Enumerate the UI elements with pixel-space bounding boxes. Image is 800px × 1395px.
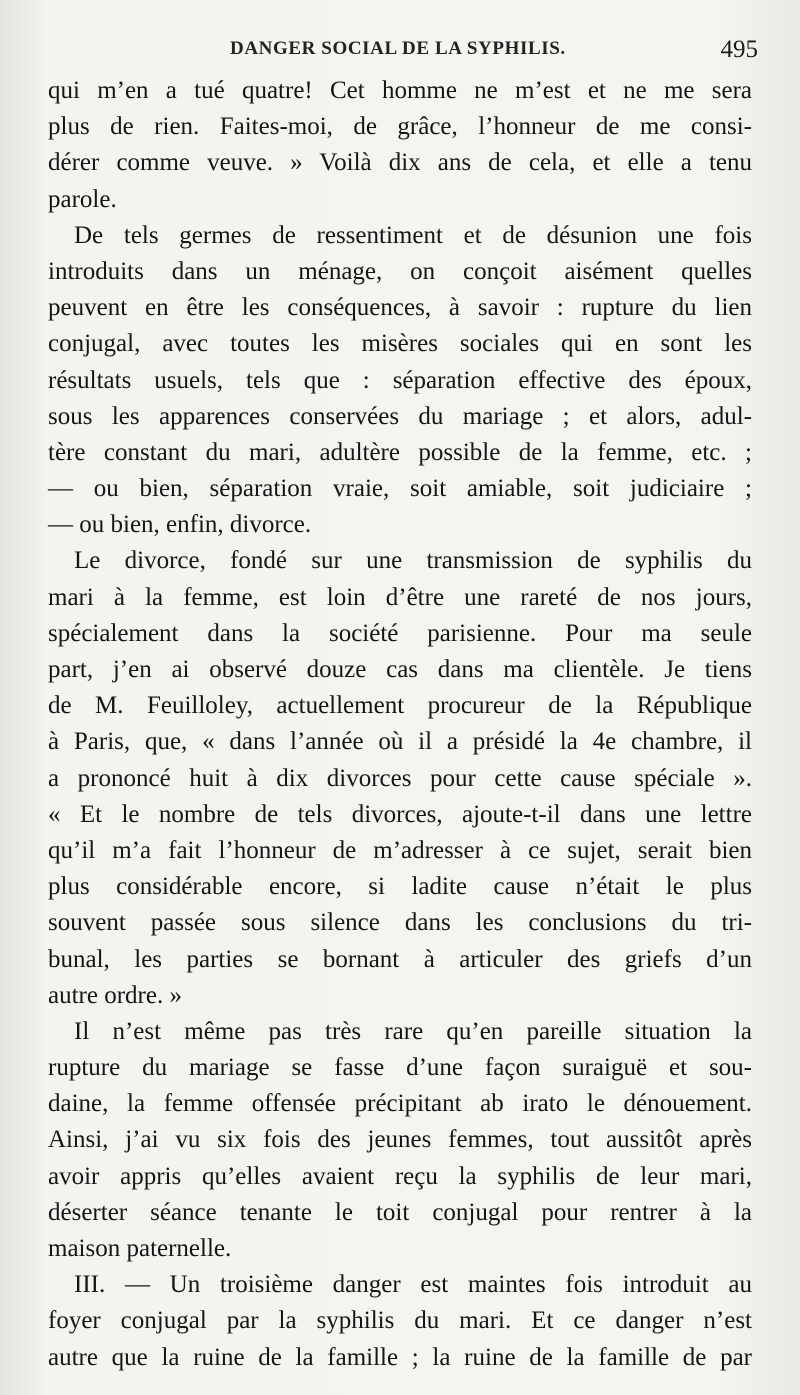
text-line: conjugal, avec toutes les misères sociales qui en sont les	[48, 330, 752, 358]
text-line: III. — Un troisième danger est maintes fois introduit au	[74, 1271, 752, 1299]
page-number: 495	[720, 36, 758, 63]
text-line: avoir appris qu’elles avaient reçu la syphilis de leur mari,	[48, 1162, 752, 1190]
text-line: rupture du mariage se fasse d’une façon suraiguë et sou-	[48, 1054, 752, 1082]
text-line: à Paris, que, « dans l’année où il a présidé la 4e chambre, il	[48, 728, 752, 756]
text-line: de M. Feuilloley, actuellement procureur de la République	[48, 692, 752, 720]
text-line: — ou bien, enfin, divorce.	[48, 511, 312, 539]
text-line: sous les apparences conservées du mariage ; et alors, adul-	[48, 402, 752, 430]
text-line: introduits dans un ménage, on conçoit aisément quelles	[48, 257, 752, 285]
text-line: peuvent en être les conséquences, à savoir : rupture du lien	[48, 294, 752, 322]
text-line: part, j’en ai observé douze cas dans ma clientèle. Je tiens	[48, 656, 752, 683]
running-title: DANGER SOCIAL DE LA SYPHILIS.	[230, 38, 566, 59]
text-line: — ou bien, séparation vraie, soit amiable, soit judiciaire ;	[48, 475, 752, 503]
text-line: qui m’en a tué quatre! Cet homme ne m’est et ne me sera	[48, 77, 752, 104]
text-line: déserter séance tenante le toit conjugal pour rentrer à la	[48, 1198, 752, 1226]
text-line: plus de rien. Faites-moi, de grâce, l’honneur de me consi-	[48, 113, 752, 141]
text-line: souvent passée sous silence dans les conclusions du tri-	[48, 909, 752, 937]
body-text	[48, 73, 752, 1376]
text-line: daine, la femme offensée précipitant ab irato le dénouement.	[48, 1090, 752, 1118]
text-line: spécialement dans la société parisienne. Pour ma seule	[48, 619, 752, 647]
text-line: bunal, les parties se bornant à articuler des griefs d’un	[48, 945, 752, 973]
text-line: parole.	[48, 185, 117, 213]
text-line: maison paternelle.	[48, 1235, 232, 1262]
text-line: qu’il m’a fait l’honneur de m’adresser à ce sujet, serait bien	[48, 836, 752, 864]
text-line: autre ordre. »	[48, 981, 182, 1009]
text-line: plus considérable encore, si ladite cause n’était le plus	[48, 873, 752, 901]
text-line: autre que la ruine de la famille ; la ruine de la famille de par	[48, 1343, 752, 1371]
text-line: tère constant du mari, adultère possible de la femme, etc. ;	[48, 438, 752, 466]
text-line: « Et le nombre de tels divorces, ajoute-t-il dans une lettre	[48, 800, 752, 828]
text-line: Le divorce, fondé sur une transmission de syphilis du	[74, 547, 752, 575]
text-line: a prononcé huit à dix divorces pour cette cause spéciale ».	[48, 764, 752, 792]
text-line: résultats usuels, tels que : séparation effective des époux,	[48, 366, 752, 394]
text-line: dérer comme veuve. » Voilà dix ans de cela, et elle a tenu	[48, 149, 752, 177]
text-line: Il n’est même pas très rare qu’en pareille situation la	[74, 1017, 752, 1045]
text-line: Ainsi, j’ai vu six fois des jeunes femmes, tout aussitôt après	[48, 1126, 752, 1154]
text-line: mari à la femme, est loin d’être une rareté de nos jours,	[48, 583, 752, 611]
text-line: foyer conjugal par la syphilis du mari. Et ce danger n’est	[48, 1307, 752, 1335]
running-header	[48, 38, 760, 68]
text-line: De tels germes de ressentiment et de désunion une fois	[74, 221, 752, 249]
